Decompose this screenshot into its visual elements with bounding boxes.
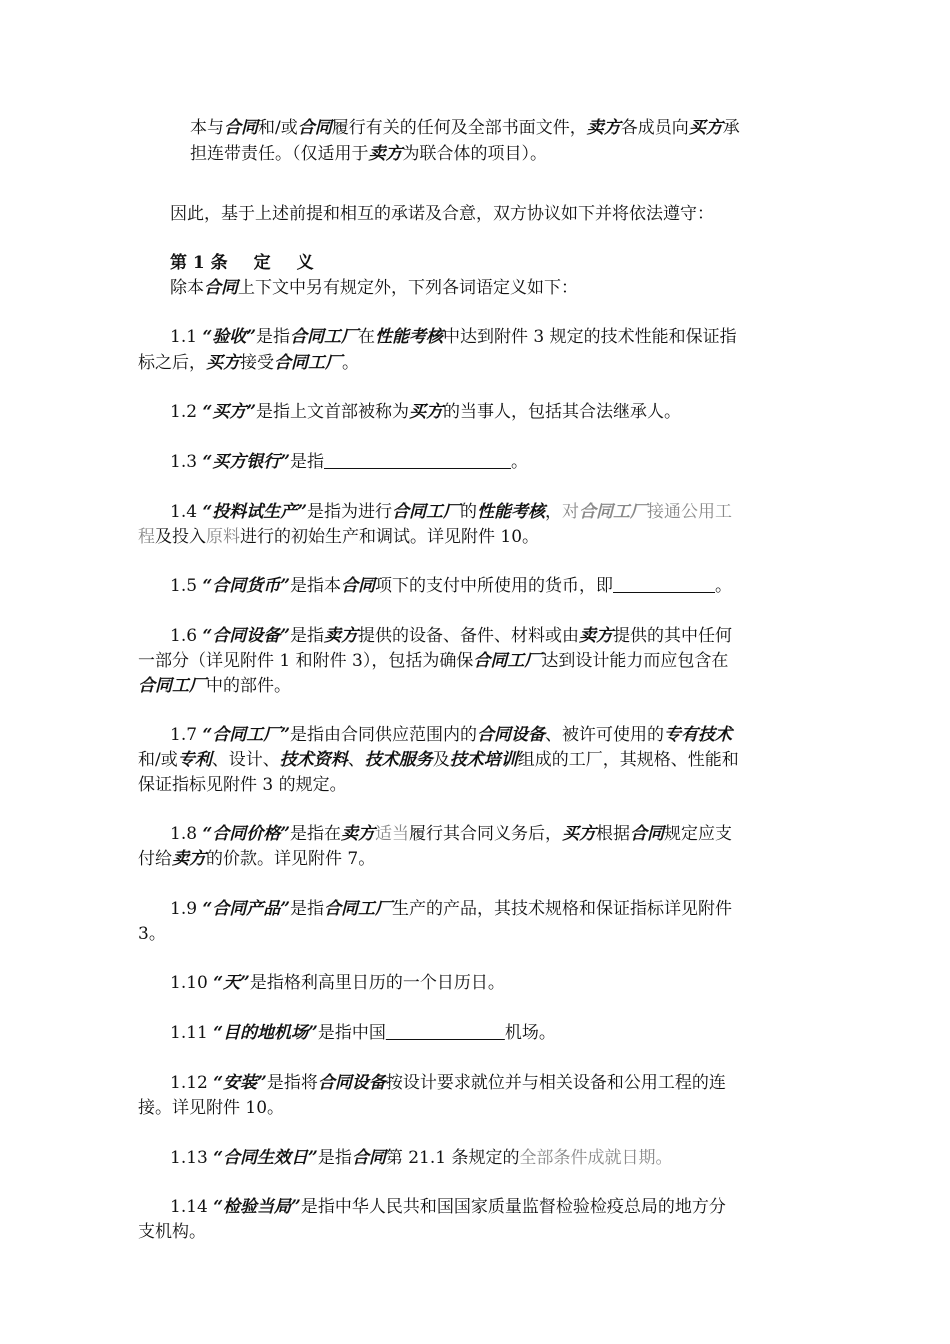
text-segment: 原料 bbox=[206, 527, 240, 547]
text-segment: 因此，基于上述前提和相互的承诺及合意，双方协议如下并将依法遵守： bbox=[170, 204, 714, 224]
text-segment: 1.14 bbox=[170, 1197, 214, 1217]
text-line bbox=[0, 624, 950, 648]
text-segment: 3。 bbox=[138, 924, 166, 944]
text-segment: 对 bbox=[562, 502, 580, 522]
text-segment: 担连带责任。（仅适用于 bbox=[190, 144, 369, 164]
text-line bbox=[0, 1021, 950, 1045]
text-segment: “验收” bbox=[202, 327, 257, 347]
text-segment: 及 bbox=[432, 750, 450, 770]
text-segment: 规定应支 bbox=[664, 824, 733, 844]
text-line bbox=[0, 1195, 950, 1219]
text-segment bbox=[386, 1023, 505, 1043]
text-segment: 的当事人，包括其合法继承人。 bbox=[443, 402, 682, 422]
text-line bbox=[0, 649, 950, 673]
section-title-char: 定 bbox=[253, 253, 271, 273]
text-segment: 是指上文首部被称为 bbox=[256, 402, 410, 422]
text-segment: 根据 bbox=[596, 824, 631, 844]
text-line bbox=[0, 450, 950, 474]
text-segment: 1.11 bbox=[170, 1023, 214, 1043]
text-segment: 合同工厂 bbox=[473, 651, 542, 671]
text-segment: 达到设计能力而应包含在 bbox=[541, 651, 729, 671]
text-segment: 保证指标见附件 3 的规定。 bbox=[138, 775, 347, 795]
text-segment: 1.9 bbox=[170, 899, 203, 919]
text-segment: 合同 bbox=[204, 278, 238, 298]
text-segment: 及投入 bbox=[155, 527, 206, 547]
text-line bbox=[0, 773, 950, 797]
text-segment: 是指中华人民共和国国家质量监督检验检疫总局的地方分 bbox=[300, 1197, 726, 1217]
text-segment: 接通公用工 bbox=[647, 502, 733, 522]
text-segment: 合同工厂 bbox=[579, 502, 648, 522]
text-segment: 是指为进行 bbox=[307, 502, 393, 522]
text-segment: 接。详见附件 10。 bbox=[138, 1098, 285, 1118]
text-segment: 为联合体的项目）。 bbox=[402, 144, 547, 164]
text-segment: 1.4 bbox=[170, 502, 203, 522]
text-segment: 进行的初始生产和调试。详见附件 10。 bbox=[240, 527, 540, 547]
text-segment: 技术培训 bbox=[449, 750, 518, 770]
text-line bbox=[0, 897, 950, 921]
text-segment: 1.7 bbox=[170, 725, 203, 745]
text-segment: 合同 bbox=[297, 118, 332, 138]
text-segment: 1.13 bbox=[170, 1148, 214, 1168]
text-segment: 合同工厂 bbox=[274, 353, 342, 373]
text-segment: 组成的工厂，其规格、性能和 bbox=[517, 750, 739, 770]
text-segment: 是指格利高里日历的一个日历日。 bbox=[249, 973, 505, 993]
text-segment: 是指本 bbox=[290, 576, 342, 596]
text-segment: 履行有关的任何及全部书面文件， bbox=[331, 118, 587, 138]
text-segment: 、设计、 bbox=[211, 750, 280, 770]
text-segment: 是指 bbox=[256, 327, 291, 347]
text-segment: 生产的产品，其技术规格和保证指标详见附件 bbox=[392, 899, 733, 919]
text-segment: 适当 bbox=[375, 824, 410, 844]
text-segment: 卖方 bbox=[586, 118, 621, 138]
text-line bbox=[0, 674, 950, 698]
text-segment: 接受 bbox=[240, 353, 274, 373]
text-segment: 合同 bbox=[224, 118, 258, 138]
text-segment: 付给 bbox=[138, 849, 172, 869]
text-line bbox=[0, 574, 950, 598]
text-segment bbox=[324, 452, 511, 472]
text-segment: 技术资料 bbox=[279, 750, 348, 770]
text-segment: “检验当局” bbox=[213, 1197, 301, 1217]
section-title-char: 义 bbox=[296, 253, 314, 273]
text-segment: 合同 bbox=[341, 576, 376, 596]
text-segment bbox=[613, 576, 715, 596]
text-segment: 项下的支付中所使用的货币，即 bbox=[375, 576, 614, 596]
text-segment: 买方 bbox=[562, 824, 597, 844]
text-segment: 1.2 bbox=[170, 402, 203, 422]
text-segment: “买方” bbox=[202, 402, 257, 422]
text-segment: “合同产品” bbox=[202, 899, 291, 919]
text-segment: 1.3 bbox=[170, 452, 203, 472]
text-segment: “合同货币” bbox=[202, 576, 291, 596]
text-segment: 卖方 bbox=[341, 824, 376, 844]
text-segment: “合同价格” bbox=[202, 824, 291, 844]
text-segment: 的 bbox=[460, 502, 478, 522]
text-segment: 和/或 bbox=[138, 750, 178, 770]
text-segment: 合同工厂 bbox=[392, 502, 461, 522]
text-segment: 技术服务 bbox=[364, 750, 433, 770]
text-segment: 卖方 bbox=[368, 144, 403, 164]
text-segment: 卖方 bbox=[324, 626, 359, 646]
text-segment: 上下文中另有规定外，下列各词语定义如下： bbox=[238, 278, 578, 298]
text-segment: 按设计要求就位并与相关设备和公用工程的连 bbox=[385, 1073, 726, 1093]
text-segment: 是指 bbox=[290, 452, 325, 472]
text-segment: “天” bbox=[213, 973, 250, 993]
text-segment: 1.12 bbox=[170, 1073, 214, 1093]
text-segment: “合同工厂” bbox=[202, 725, 291, 745]
text-segment: 。 bbox=[511, 452, 529, 472]
text-segment: 是指 bbox=[290, 899, 325, 919]
text-segment: 在 bbox=[358, 327, 376, 347]
text-segment: 1.8 bbox=[170, 824, 203, 844]
text-segment: 1.5 bbox=[170, 576, 203, 596]
text-segment: 是指由合同供应范围内的 bbox=[290, 725, 478, 745]
text-segment: 是指 bbox=[290, 626, 325, 646]
text-line bbox=[0, 1096, 950, 1120]
text-segment: 卖方 bbox=[172, 849, 206, 869]
text-segment: 专有技术 bbox=[664, 725, 733, 745]
text-segment: 一部分（详见附件 1 和附件 3），包括为确保 bbox=[138, 651, 474, 671]
text-segment: “合同设备” bbox=[202, 626, 291, 646]
text-segment: 是指中国 bbox=[317, 1023, 386, 1043]
text-line bbox=[0, 202, 950, 226]
text-segment: 是指将 bbox=[266, 1073, 318, 1093]
text-segment: 标之后， bbox=[138, 353, 206, 373]
text-segment: 1.10 bbox=[170, 973, 214, 993]
text-line bbox=[0, 276, 950, 300]
text-segment: 全部条件成就日期。 bbox=[519, 1148, 673, 1168]
text-segment: 除本 bbox=[170, 278, 204, 298]
text-segment: 、被许可使用的 bbox=[545, 725, 665, 745]
text-line bbox=[0, 142, 950, 166]
text-line bbox=[0, 1220, 950, 1244]
text-line bbox=[0, 500, 950, 524]
text-segment: 买方 bbox=[206, 353, 240, 373]
text-segment: 1.1 bbox=[170, 327, 203, 347]
text-segment: 合同设备 bbox=[477, 725, 546, 745]
text-segment: 性能考核 bbox=[375, 327, 444, 347]
text-segment: 合同 bbox=[630, 824, 665, 844]
text-line bbox=[0, 400, 950, 424]
text-segment: 1.6 bbox=[170, 626, 203, 646]
text-line bbox=[0, 971, 950, 995]
text-segment: 各成员向 bbox=[620, 118, 689, 138]
text-segment: 承 bbox=[722, 118, 740, 138]
text-segment: ， bbox=[545, 502, 563, 522]
text-segment: 卖方 bbox=[579, 626, 614, 646]
text-line bbox=[0, 525, 950, 549]
text-line bbox=[0, 922, 950, 946]
text-segment: 中的部件。 bbox=[206, 676, 291, 696]
text-line bbox=[0, 351, 950, 375]
text-segment: 。 bbox=[715, 576, 733, 596]
text-segment: “目的地机场” bbox=[213, 1023, 318, 1043]
text-line bbox=[0, 748, 950, 772]
text-segment: 合同设备 bbox=[317, 1073, 386, 1093]
text-segment: 专利 bbox=[177, 750, 212, 770]
text-segment: 程 bbox=[138, 527, 155, 547]
text-segment: 履行其合同义务后， bbox=[409, 824, 563, 844]
text-segment: 本与 bbox=[190, 118, 224, 138]
text-segment: “投料试生产” bbox=[202, 502, 308, 522]
text-segment: “合同生效日” bbox=[213, 1148, 318, 1168]
text-line bbox=[0, 723, 950, 747]
text-segment: 、 bbox=[347, 750, 365, 770]
text-segment: 合同工厂 bbox=[324, 899, 393, 919]
text-segment: “安装” bbox=[213, 1073, 267, 1093]
section-number: 第 1 条 bbox=[170, 253, 228, 273]
text-segment: 的价款。详见附件 7。 bbox=[206, 849, 376, 869]
text-segment: 中达到附件 3 规定的技术性能和保证指 bbox=[443, 327, 737, 347]
text-line bbox=[0, 325, 950, 349]
text-segment: 合同工厂 bbox=[290, 327, 359, 347]
text-line bbox=[0, 847, 950, 871]
text-segment: 是指在 bbox=[290, 824, 342, 844]
text-segment: 提供的其中任何 bbox=[613, 626, 733, 646]
text-segment: 合同 bbox=[351, 1148, 386, 1168]
text-segment: 是指 bbox=[317, 1148, 352, 1168]
text-segment: 提供的设备、备件、材料或由 bbox=[358, 626, 580, 646]
text-segment: 机场。 bbox=[504, 1023, 556, 1043]
text-line bbox=[0, 1071, 950, 1095]
text-segment: 和/或 bbox=[258, 118, 298, 138]
text-line bbox=[0, 116, 950, 140]
text-segment: “买方银行” bbox=[202, 452, 291, 472]
text-segment: 性能考核 bbox=[477, 502, 546, 522]
text-line bbox=[0, 822, 950, 846]
text-segment: 。 bbox=[342, 353, 359, 373]
text-segment: 第 21.1 条规定的 bbox=[385, 1148, 520, 1168]
text-segment: 买方 bbox=[409, 402, 444, 422]
text-segment: 买方 bbox=[688, 118, 723, 138]
section-heading bbox=[0, 251, 950, 275]
text-segment: 支机构。 bbox=[138, 1222, 206, 1242]
text-line bbox=[0, 1146, 950, 1170]
text-segment: 合同工厂 bbox=[138, 676, 206, 696]
